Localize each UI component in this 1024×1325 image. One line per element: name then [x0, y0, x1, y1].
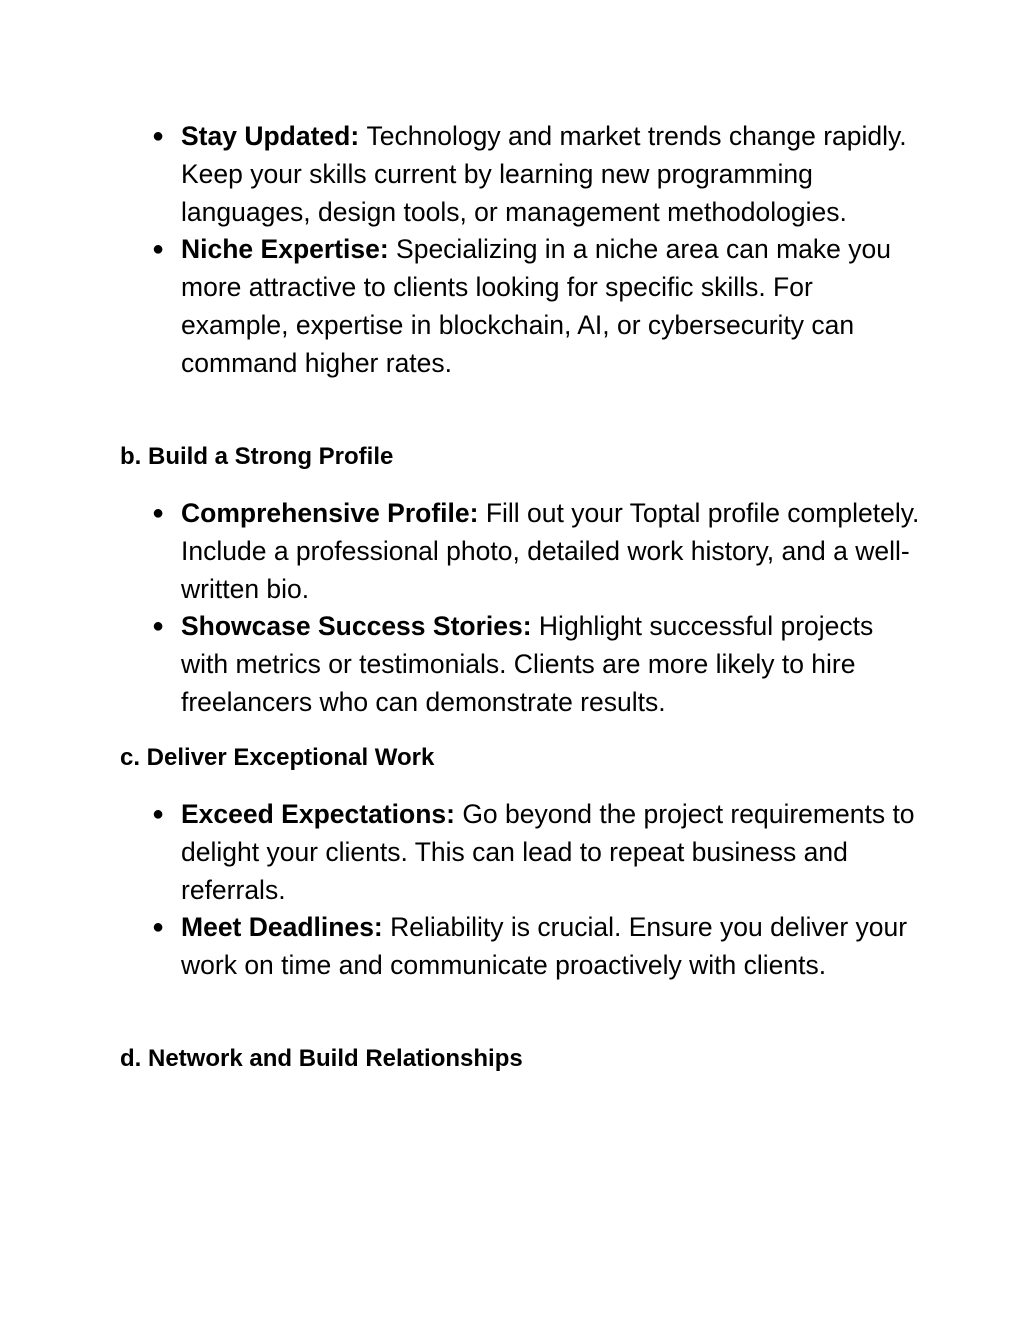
list-item — [152, 495, 922, 608]
bullet-icon: ● — [152, 502, 165, 524]
item-term: Meet Deadlines: — [181, 912, 391, 943]
item-term: Exceed Expectations: — [181, 799, 463, 829]
item-term: Showcase Success Stories: — [181, 611, 539, 642]
item-text: Go beyond the project requirements to delight your clients. This can lead to repeat business and referrals. — [181, 799, 915, 905]
item-term: Comprehensive Profile: — [181, 498, 486, 528]
item-text: Reliability is crucial. Ensure you deliver your work on time and communicate proactively with clients. — [181, 912, 908, 981]
bullet-list-profile — [152, 495, 922, 722]
list-item — [152, 796, 922, 909]
item-text: Specializing in a niche area can make you more attractive to clients looking for specific skills. For example, expertise in blockchain, AI, or cybersecurity can command higher rates. — [181, 234, 891, 378]
item-term: Niche Expertise: — [181, 234, 397, 265]
section-heading-deliver-work: c. Deliver Exceptional Work — [120, 744, 435, 771]
section-heading-network: d. Network and Build Relationships — [120, 1045, 523, 1072]
bullet-icon: ● — [152, 125, 165, 147]
list-item — [152, 118, 922, 231]
bullet-icon: ● — [152, 238, 165, 261]
list-item — [152, 909, 922, 985]
list-item — [152, 608, 922, 721]
item-text: Fill out your Toptal profile completely. Include a professional photo, detailed work history, and a well-written bio. — [181, 498, 920, 604]
section-heading-build-profile: b. Build a Strong Profile — [120, 443, 394, 470]
item-term: Stay Updated: — [181, 121, 367, 151]
bullet-icon: ● — [152, 615, 165, 638]
list-item — [152, 231, 922, 382]
item-text: Technology and market trends change rapidly. Keep your skills current by learning new programming languages, design tools, or management methodologies. — [181, 121, 907, 227]
item-text: Highlight successful projects with metrics or testimonials. Clients are more likely to hire freelancers who can demonstrate results. — [181, 611, 874, 717]
bullet-icon: ● — [152, 916, 165, 939]
bullet-list-skills — [152, 118, 922, 383]
bullet-list-work — [152, 796, 922, 985]
bullet-icon: ● — [152, 803, 165, 825]
